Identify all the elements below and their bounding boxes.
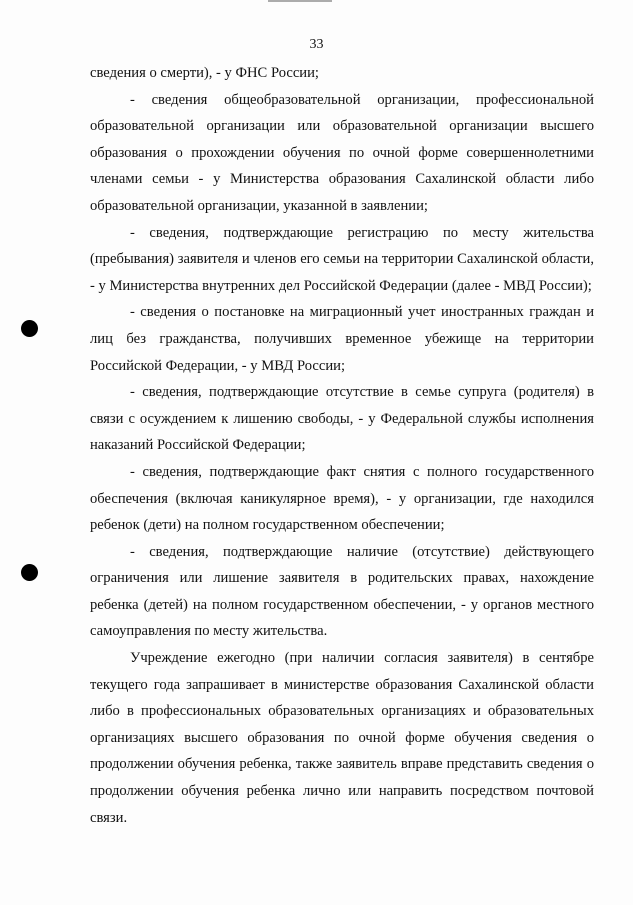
paragraph-imprisonment-info: - сведения, подтверждающие отсутствие в семье супруга (родителя) в связи с осуждением к лишению свободы, - у Федеральной службы исполнения наказаний Российской Федерации; bbox=[90, 384, 594, 454]
paragraph-death-info: сведения о смерти), - у ФНС России; bbox=[90, 65, 319, 81]
page-number: 33 bbox=[309, 37, 324, 52]
punch-hole-upper bbox=[21, 320, 38, 337]
paragraph-parental-rights-info: - сведения, подтверждающие наличие (отсутствие) действующего ограничения или лишение заявителя в родительских правах, нахождение ребенка (детей) на полном государственном обеспечении, - у органов местного самоуправления по месту жительства. bbox=[90, 543, 594, 640]
paragraph-state-support-info: - сведения, подтверждающие факт снятия с полного государственного обеспечения (включая каникулярное время), - у организации, где находился ребенок (дети) на полном государственном обеспечении; bbox=[90, 463, 594, 534]
paragraph-migration-info: - сведения о постановке на миграционный учет иностранных граждан и лиц без гражданства, получивших временное убежище на территории Российской Федерации, - у МВД России; bbox=[90, 304, 594, 374]
paragraph-registration-info: - сведения, подтверждающие регистрацию по месту жительства (пребывания) заявителя и членов его семьи на территории Сахалинской области, - у Министерства внутренних дел Российской Федерации (далее - МВД России); bbox=[90, 224, 594, 294]
paragraph-annual-request: Учреждение ежегодно (при наличии согласия заявителя) в сентябре текущего года запрашивает в министерстве образования Сахалинской области либо в профессиональных образовательных организациях и образовательных организациях высшего образования по очной форме обучения сведения о продолжении обучения ребенка, также заявитель вправе представить сведения о продолжении обучения ребенка лично или направить посредством почтовой связи. bbox=[90, 650, 594, 826]
paragraph-education-info: - сведения общеобразовательной организации, профессиональной образовательной организации или образовательной организации высшего образования о прохождении обучения по очной форме совершеннолетними членами семьи - у Министерства образования Сахалинской области либо образовательной организации, указанной в заявлении; bbox=[90, 91, 594, 214]
document-body bbox=[90, 60, 594, 831]
punch-hole-lower bbox=[21, 564, 38, 581]
scan-edge-mark bbox=[268, 0, 332, 2]
